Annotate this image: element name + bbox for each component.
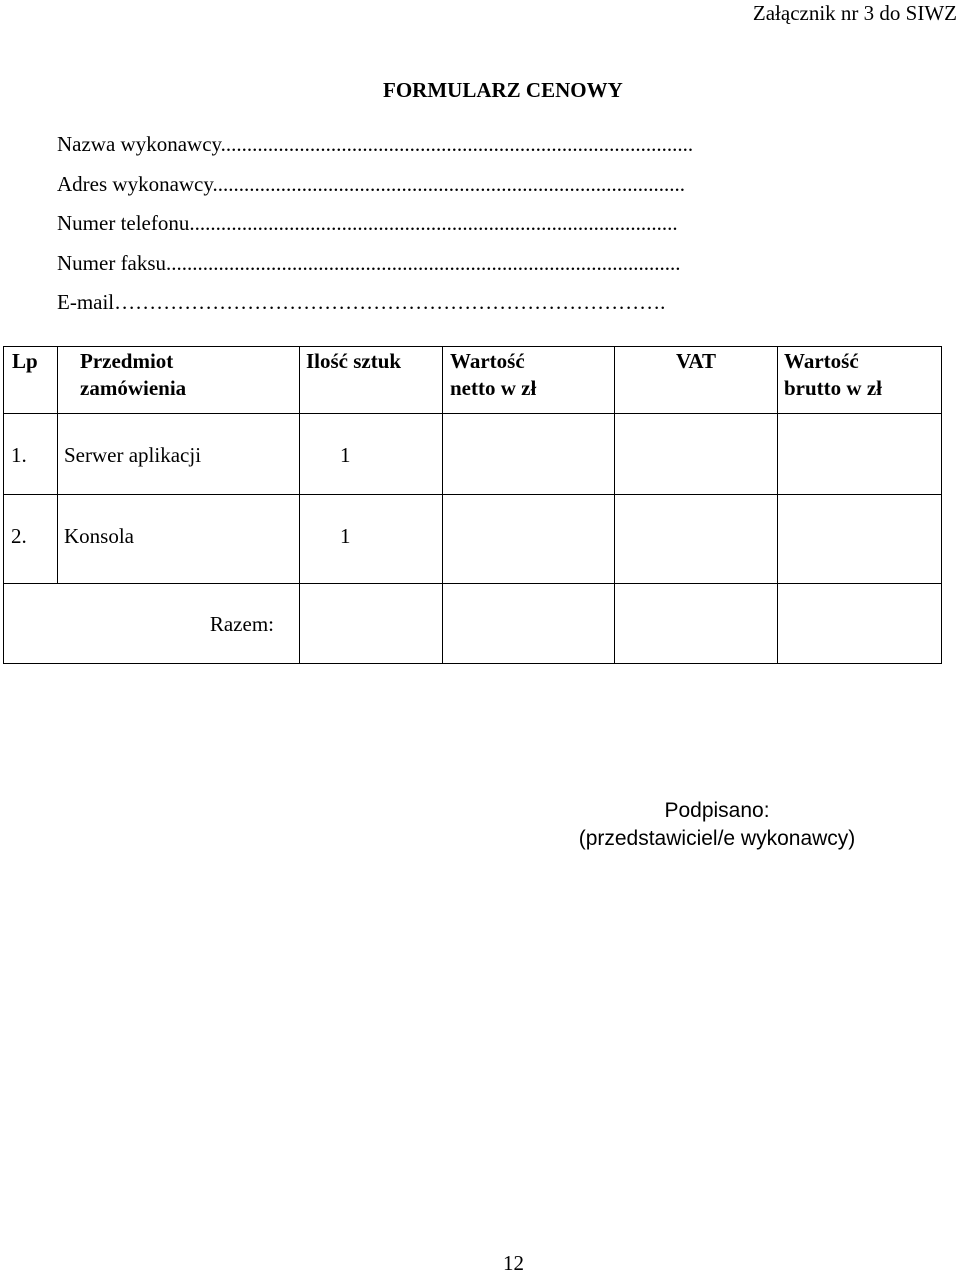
header-vat: VAT xyxy=(615,347,778,414)
row-vat-cell[interactable] xyxy=(615,495,778,584)
email-field: E-mail……………………………………………………………………. xyxy=(57,290,666,314)
signature-block xyxy=(576,797,858,853)
row-item-name: Serwer aplikacji xyxy=(58,414,300,495)
header-subject: Przedmiot zamówienia xyxy=(58,347,300,414)
total-vat-cell[interactable] xyxy=(615,584,778,664)
header-lp: Lp xyxy=(4,347,58,414)
attachment-label: Załącznik nr 3 do SIWZ xyxy=(752,1,957,25)
total-quantity-cell[interactable] xyxy=(300,584,443,664)
total-net-value-cell[interactable] xyxy=(443,584,615,664)
header-net-value: Wartość netto w zł xyxy=(443,347,615,414)
table-header-row xyxy=(4,347,942,414)
row-gross-value-cell[interactable] xyxy=(778,414,942,495)
fax-number-field: Numer faksu.................................................................................................. xyxy=(57,251,681,275)
signature-label: Podpisano: xyxy=(664,799,770,822)
row-quantity: 1 xyxy=(300,495,443,584)
row-lp: 2. xyxy=(4,495,58,584)
total-gross-value-cell[interactable] xyxy=(778,584,942,664)
total-row xyxy=(4,584,942,664)
contractor-address-field: Adres wykonawcy.......................................................................................... xyxy=(57,172,686,196)
table-row xyxy=(4,414,942,495)
header-quantity: Ilość sztuk xyxy=(300,347,443,414)
phone-number-field: Numer telefonu............................................................................................. xyxy=(57,211,678,235)
form-title: FORMULARZ CENOWY xyxy=(383,78,623,102)
page-number: 12 xyxy=(503,1251,524,1275)
contractor-name-field: Nazwa wykonawcy.......................................................................................... xyxy=(57,132,694,156)
total-label: Razem: xyxy=(4,584,300,664)
row-net-value-cell[interactable] xyxy=(443,495,615,584)
row-gross-value-cell[interactable] xyxy=(778,495,942,584)
row-item-name: Konsola xyxy=(58,495,300,584)
signature-representative: (przedstawiciel/e wykonawcy) xyxy=(578,827,856,850)
header-gross-value: Wartość brutto w zł xyxy=(778,347,942,414)
row-quantity: 1 xyxy=(300,414,443,495)
row-net-value-cell[interactable] xyxy=(443,414,615,495)
table-row xyxy=(4,495,942,584)
row-lp: 1. xyxy=(4,414,58,495)
price-table xyxy=(3,346,942,664)
row-vat-cell[interactable] xyxy=(615,414,778,495)
